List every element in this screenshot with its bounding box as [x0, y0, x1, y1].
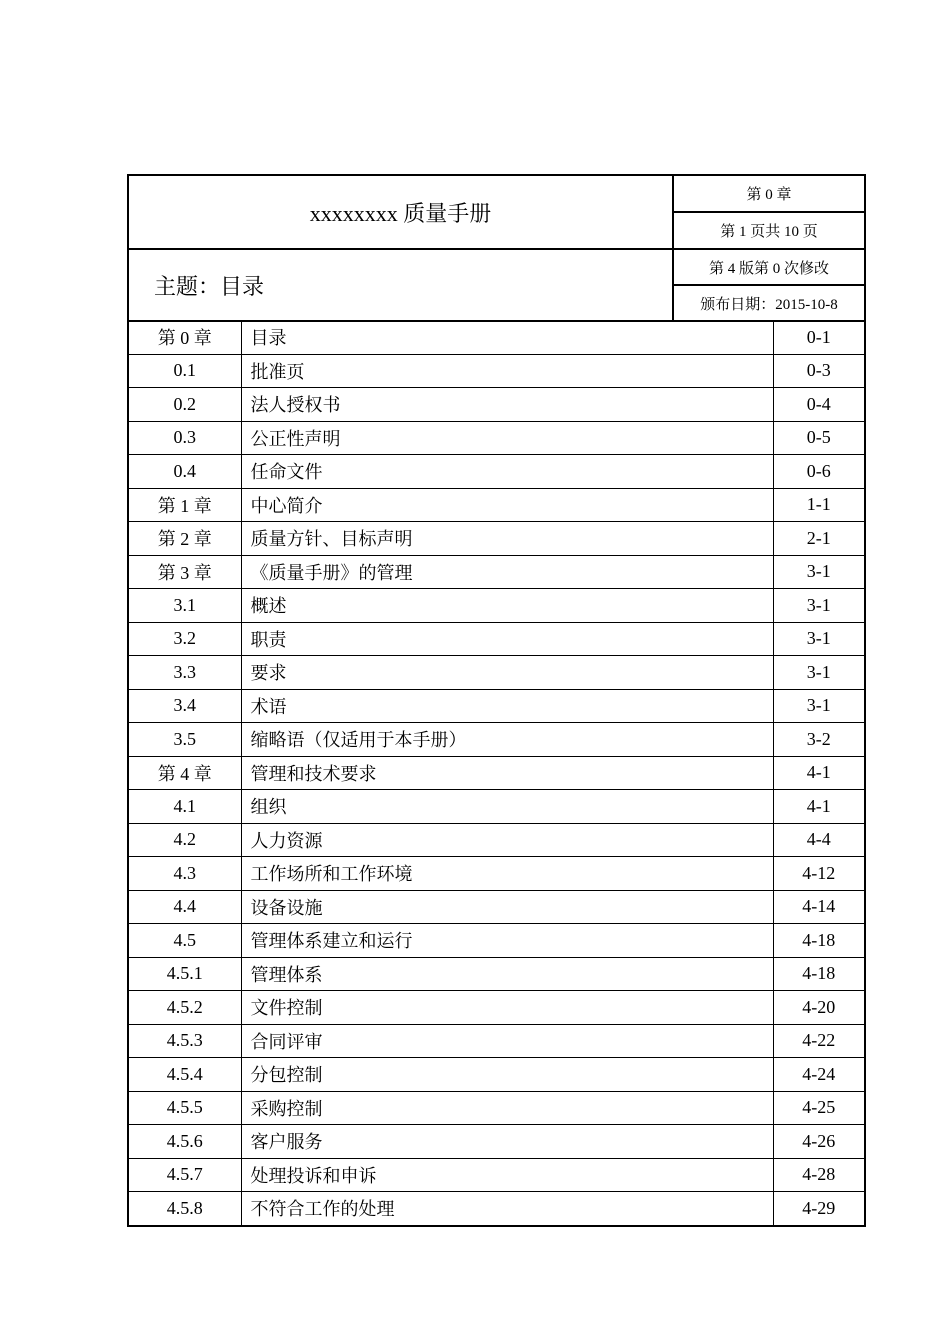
- toc-section-title: 《质量手册》的管理: [241, 555, 773, 589]
- toc-row: [128, 1192, 865, 1226]
- toc-page-ref: 0-5: [773, 421, 865, 455]
- toc-page-ref: 4-4: [773, 823, 865, 857]
- toc-table: [127, 320, 866, 1227]
- toc-section-title: 任命文件: [241, 455, 773, 489]
- revision-info: 第 4 版第 0 次修改: [673, 249, 865, 285]
- toc-row: [128, 1091, 865, 1125]
- toc-section-title: 设备设施: [241, 890, 773, 924]
- toc-section-number: 4.4: [128, 890, 241, 924]
- toc-page-ref: 0-6: [773, 455, 865, 489]
- toc-page-ref: 4-18: [773, 924, 865, 958]
- toc-row: [128, 388, 865, 422]
- toc-page-ref: 4-24: [773, 1058, 865, 1092]
- toc-section-number: 3.2: [128, 622, 241, 656]
- toc-row: [128, 790, 865, 824]
- toc-section-number: 4.2: [128, 823, 241, 857]
- subject-heading: 主题：目录: [128, 249, 673, 321]
- toc-row: [128, 890, 865, 924]
- toc-section-number: 4.5.6: [128, 1125, 241, 1159]
- toc-body: [128, 321, 865, 1226]
- toc-section-number: 0.1: [128, 354, 241, 388]
- toc-row: [128, 455, 865, 489]
- toc-section-number: 第 4 章: [128, 756, 241, 790]
- toc-section-title: 职责: [241, 622, 773, 656]
- toc-page-ref: 4-28: [773, 1158, 865, 1192]
- document-page: [127, 174, 864, 1227]
- toc-section-number: 4.5.2: [128, 991, 241, 1025]
- toc-section-number: 4.5.4: [128, 1058, 241, 1092]
- toc-row: [128, 622, 865, 656]
- toc-page-ref: 4-1: [773, 790, 865, 824]
- toc-row: [128, 354, 865, 388]
- toc-page-ref: 1-1: [773, 488, 865, 522]
- toc-section-title: 客户服务: [241, 1125, 773, 1159]
- toc-section-title: 处理投诉和申诉: [241, 1158, 773, 1192]
- manual-title: xxxxxxxx 质量手册: [128, 175, 673, 249]
- toc-row: [128, 656, 865, 690]
- toc-row: [128, 421, 865, 455]
- toc-section-number: 4.5.1: [128, 957, 241, 991]
- toc-section-number: 3.5: [128, 723, 241, 757]
- toc-section-number: 0.4: [128, 455, 241, 489]
- toc-row: [128, 1125, 865, 1159]
- toc-section-title: 中心简介: [241, 488, 773, 522]
- toc-page-ref: 4-18: [773, 957, 865, 991]
- toc-section-title: 目录: [241, 321, 773, 355]
- toc-section-title: 组织: [241, 790, 773, 824]
- toc-page-ref: 0-1: [773, 321, 865, 355]
- toc-row: [128, 555, 865, 589]
- toc-section-number: 3.3: [128, 656, 241, 690]
- toc-row: [128, 957, 865, 991]
- chapter-number: 第 0 章: [673, 175, 865, 212]
- toc-page-ref: 0-4: [773, 388, 865, 422]
- toc-page-ref: 4-26: [773, 1125, 865, 1159]
- toc-section-number: 第 3 章: [128, 555, 241, 589]
- toc-section-title: 人力资源: [241, 823, 773, 857]
- toc-section-number: 4.5.3: [128, 1024, 241, 1058]
- toc-section-title: 法人授权书: [241, 388, 773, 422]
- toc-section-number: 3.4: [128, 689, 241, 723]
- toc-row: [128, 924, 865, 958]
- toc-row: [128, 589, 865, 623]
- toc-section-title: 质量方针、目标声明: [241, 522, 773, 556]
- toc-page-ref: 4-20: [773, 991, 865, 1025]
- toc-row: [128, 321, 865, 355]
- toc-section-title: 公正性声明: [241, 421, 773, 455]
- toc-page-ref: 4-12: [773, 857, 865, 891]
- toc-row: [128, 857, 865, 891]
- toc-section-number: 0.3: [128, 421, 241, 455]
- toc-section-title: 文件控制: [241, 991, 773, 1025]
- toc-section-number: 4.5.5: [128, 1091, 241, 1125]
- toc-section-number: 第 0 章: [128, 321, 241, 355]
- header-table: [127, 174, 866, 322]
- toc-page-ref: 4-14: [773, 890, 865, 924]
- toc-section-title: 管理体系: [241, 957, 773, 991]
- toc-row: [128, 1024, 865, 1058]
- toc-row: [128, 991, 865, 1025]
- toc-section-number: 0.2: [128, 388, 241, 422]
- toc-section-number: 4.5.7: [128, 1158, 241, 1192]
- toc-section-title: 管理体系建立和运行: [241, 924, 773, 958]
- toc-page-ref: 3-1: [773, 656, 865, 690]
- toc-row: [128, 823, 865, 857]
- toc-section-title: 管理和技术要求: [241, 756, 773, 790]
- toc-section-title: 工作场所和工作环境: [241, 857, 773, 891]
- page-info: 第 1 页共 10 页: [673, 212, 865, 249]
- toc-section-title: 批准页: [241, 354, 773, 388]
- toc-row: [128, 756, 865, 790]
- toc-row: [128, 488, 865, 522]
- toc-page-ref: 3-2: [773, 723, 865, 757]
- toc-section-number: 第 1 章: [128, 488, 241, 522]
- toc-page-ref: 0-3: [773, 354, 865, 388]
- toc-section-number: 4.3: [128, 857, 241, 891]
- toc-section-number: 4.5: [128, 924, 241, 958]
- toc-row: [128, 1158, 865, 1192]
- toc-page-ref: 3-1: [773, 689, 865, 723]
- toc-section-number: 4.5.8: [128, 1192, 241, 1226]
- toc-page-ref: 3-1: [773, 555, 865, 589]
- toc-row: [128, 689, 865, 723]
- toc-section-title: 术语: [241, 689, 773, 723]
- toc-section-title: 分包控制: [241, 1058, 773, 1092]
- toc-page-ref: 4-25: [773, 1091, 865, 1125]
- toc-section-title: 不符合工作的处理: [241, 1192, 773, 1226]
- toc-page-ref: 3-1: [773, 622, 865, 656]
- toc-section-title: 要求: [241, 656, 773, 690]
- toc-page-ref: 4-22: [773, 1024, 865, 1058]
- toc-section-title: 合同评审: [241, 1024, 773, 1058]
- toc-section-title: 概述: [241, 589, 773, 623]
- toc-page-ref: 4-1: [773, 756, 865, 790]
- toc-row: [128, 723, 865, 757]
- toc-section-title: 采购控制: [241, 1091, 773, 1125]
- toc-section-number: 4.1: [128, 790, 241, 824]
- toc-page-ref: 2-1: [773, 522, 865, 556]
- toc-row: [128, 522, 865, 556]
- toc-page-ref: 3-1: [773, 589, 865, 623]
- toc-section-number: 第 2 章: [128, 522, 241, 556]
- issue-date: 颁布日期：2015-10-8: [673, 285, 865, 321]
- toc-page-ref: 4-29: [773, 1192, 865, 1226]
- toc-row: [128, 1058, 865, 1092]
- toc-section-title: 缩略语（仅适用于本手册）: [241, 723, 773, 757]
- toc-section-number: 3.1: [128, 589, 241, 623]
